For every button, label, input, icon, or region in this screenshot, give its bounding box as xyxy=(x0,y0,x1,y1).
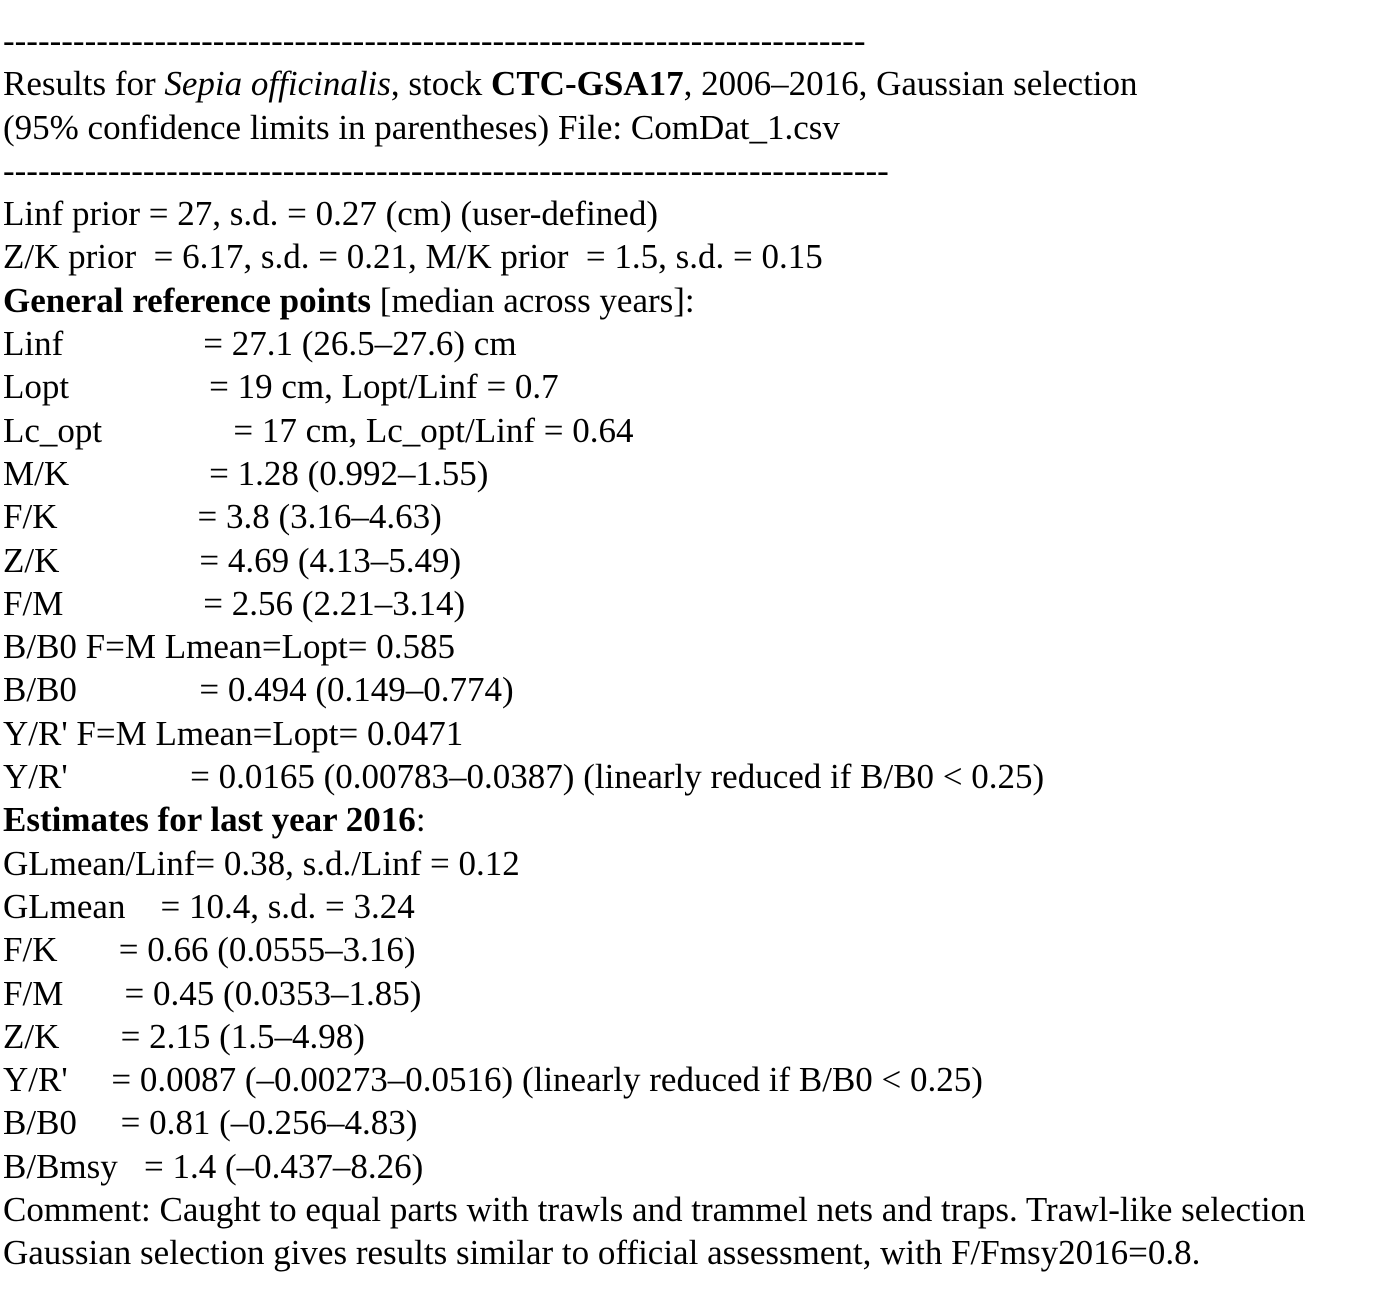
estimates-fk-line: F/K = 0.66 (0.0555–3.16) xyxy=(3,930,416,970)
estimates-heading-rest: : xyxy=(415,800,426,840)
general-heading-rest: [median across years]: xyxy=(371,280,695,320)
results-header-line xyxy=(3,62,1387,105)
results-prefix: Results for xyxy=(3,64,165,104)
estimates-heading xyxy=(3,798,1387,841)
after-species-text: , stock xyxy=(390,64,492,104)
divider-line-mid: ---------------------------------------------------------------------------- xyxy=(3,150,889,190)
general-bb0-line: B/B0 = 0.494 (0.149–0.774) xyxy=(3,670,514,710)
general-linf-line: Linf = 27.1 (26.5–27.6) cm xyxy=(3,324,517,364)
general-mk-line: M/K = 1.28 (0.992–1.55) xyxy=(3,453,489,493)
estimates-glmean-line: GLmean = 10.4, s.d. = 3.24 xyxy=(3,886,415,926)
estimates-heading-bold: Estimates for last year 2016 xyxy=(3,800,416,840)
linf-prior-line: Linf prior = 27, s.d. = 0.27 (cm) (user-defined) xyxy=(3,194,658,234)
general-yr-line: Y/R' = 0.0165 (0.00783–0.0387) (linearly reduced if B/B0 < 0.25) xyxy=(3,757,1045,797)
general-zk-line: Z/K = 4.69 (4.13–5.49) xyxy=(3,540,462,580)
general-bb0-fm-line: B/B0 F=M Lmean=Lopt= 0.585 xyxy=(3,627,455,667)
general-fm-line: F/M = 2.56 (2.21–3.14) xyxy=(3,583,466,623)
comment-line-1: Comment: Caught to equal parts with trawls and trammel nets and traps. Trawl-like selection xyxy=(3,1190,1306,1230)
general-fk-line: F/K = 3.8 (3.16–4.63) xyxy=(3,497,442,537)
species-name: Sepia officinalis xyxy=(164,64,391,104)
general-heading-bold: General reference points xyxy=(3,280,372,320)
general-reference-heading xyxy=(3,279,1387,322)
general-yr-fm-line: Y/R' F=M Lmean=Lopt= 0.0471 xyxy=(3,713,464,753)
results-suffix: , 2006–2016, Gaussian selection xyxy=(683,64,1138,104)
general-lcopt-line: Lc_opt = 17 cm, Lc_opt/Linf = 0.64 xyxy=(3,410,634,450)
estimates-bbmsy-line: B/Bmsy = 1.4 (–0.437–8.26) xyxy=(3,1146,424,1186)
estimates-fm-line: F/M = 0.45 (0.0353–1.85) xyxy=(3,973,422,1013)
divider-line-top: -------------------------------------------------------------------------- xyxy=(3,21,866,60)
confidence-file-line: (95% confidence limits in parentheses) File: ComDat_1.csv xyxy=(3,107,840,147)
estimates-bb0-line: B/B0 = 0.81 (–0.256–4.83) xyxy=(3,1103,418,1143)
estimates-glmean-linf-line: GLmean/Linf= 0.38, s.d./Linf = 0.12 xyxy=(3,843,520,883)
estimates-zk-line: Z/K = 2.15 (1.5–4.98) xyxy=(3,1016,365,1056)
general-lopt-line: Lopt = 19 cm, Lopt/Linf = 0.7 xyxy=(3,367,559,407)
comment-line-2: Gaussian selection gives results similar to official assessment, with F/Fmsy2016=0.8. xyxy=(3,1233,1201,1273)
zk-mk-prior-line: Z/K prior = 6.17, s.d. = 0.21, M/K prior = 1.5, s.d. = 0.15 xyxy=(3,237,823,277)
estimates-yr-line: Y/R' = 0.0087 (–0.00273–0.0516) (linearly reduced if B/B0 < 0.25) xyxy=(3,1060,983,1100)
stock-code: CTC-GSA17 xyxy=(491,64,684,104)
